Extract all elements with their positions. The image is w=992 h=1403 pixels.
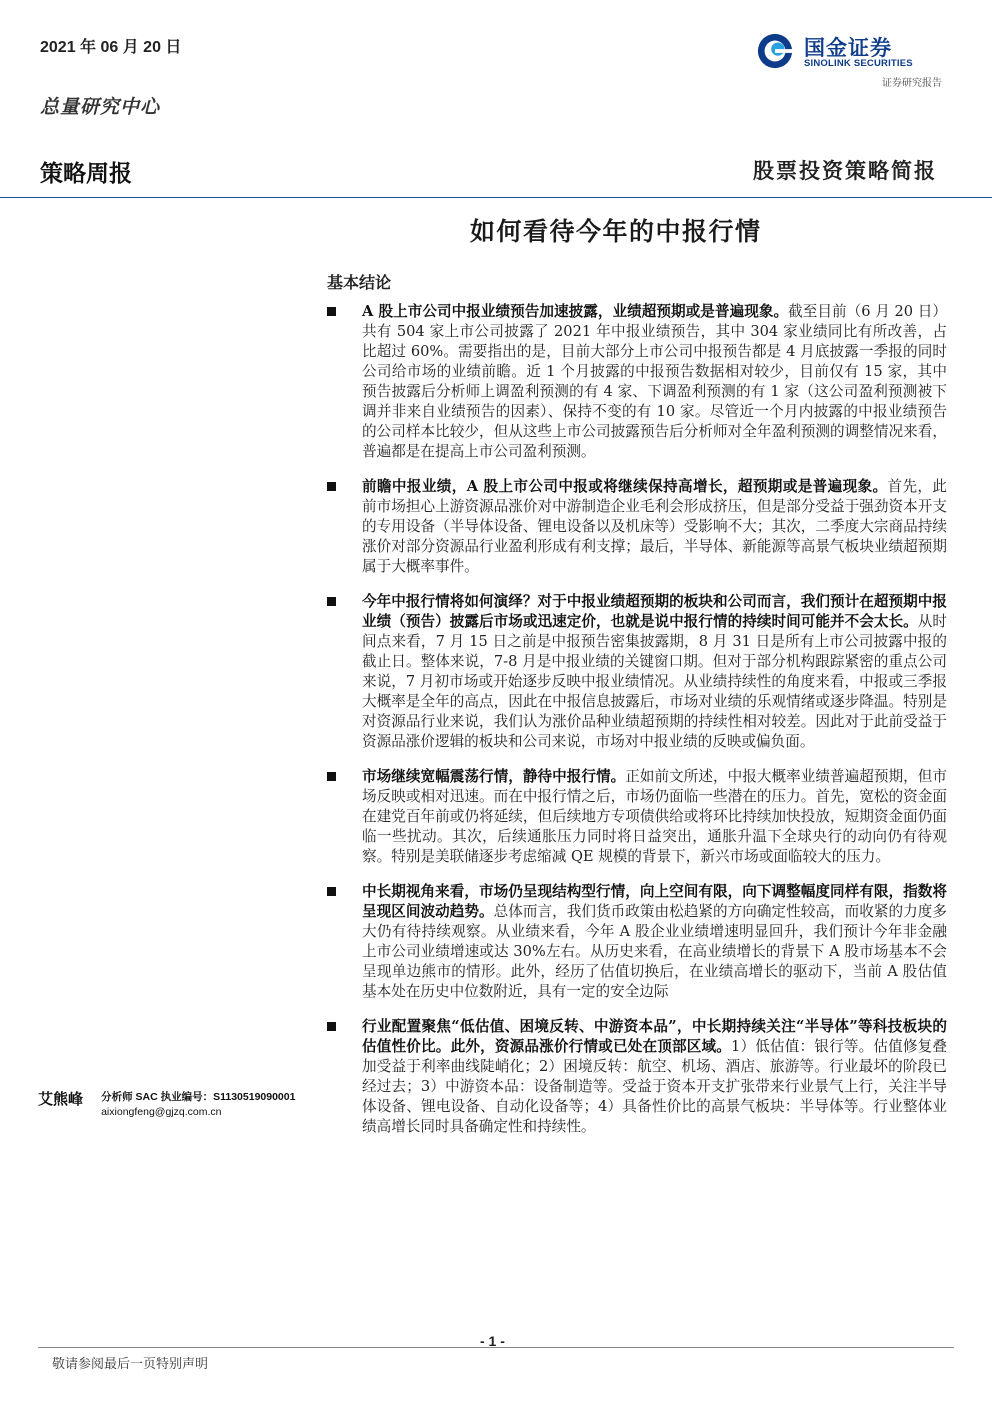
footer-divider	[38, 1347, 954, 1348]
logo-name-en: SINOLINK SECURITIES	[804, 58, 913, 69]
conclusion-item	[327, 302, 947, 462]
conclusion-body: 总体而言，我们货币政策由松趋紧的方向确定性较高，而收紧的力度多大仍有待持续观察。从业绩来看，今年 A 股企业业绩增速明显回升，我们预计今年非金融上市公司业绩增速或达 30%左右。从历史来看，在高业绩增长的背景下 A 股市场基本不会呈现单边熊市的情形。此外，经历了估值切换后，在业绩高增长的驱动下，当前 A 股估值基本处在历史中位数附近，具有一定的安全边际	[362, 903, 947, 1000]
disclaimer-note: 敬请参阅最后一页特别声明	[52, 1357, 209, 1372]
conclusion-item	[327, 477, 947, 577]
conclusion-list	[327, 302, 947, 1152]
department-name: 总量研究中心	[40, 96, 161, 118]
section-title: 基本结论	[327, 273, 392, 292]
square-bullet-icon	[327, 887, 336, 896]
conclusion-body: 从时间点来看，7 月 15 日之前是中报预告密集披露期，8 月 31 日是所有上市公司披露中报的截止日。整体来说，7-8 月是中报业绩的关键窗口期。但对于部分机构跟踪紧密的重点公司来说，7 月初市场或开始逐步反映中报业绩情况。从业绩持续性的角度来看，中报或三季报大概率是全年的高点，因此在中报信息披露后，市场对业绩的乐观情绪或逐步降温。特别是对资源品行业来说，我们认为涨价品种业绩超预期的持续性相对较差。因此对于此前受益于资源品涨价逻辑的板块和公司来说，市场对中报业绩的反映或偏负面。	[362, 613, 947, 750]
analyst-name: 艾熊峰	[38, 1090, 84, 1108]
report-series: 策略周报	[40, 160, 132, 186]
report-type: 股票投资策略简报	[753, 158, 937, 183]
conclusion-headline: 前瞻中报业绩，A 股上市公司中报或将继续保持高增长，超预期或是普遍现象。	[362, 478, 888, 495]
square-bullet-icon	[327, 307, 336, 316]
conclusion-headline: 中长期视角来看，市场仍呈现结构型行情，向上空间有限，向下调整幅度同样有限，指数将呈现区间波动趋势。	[362, 883, 947, 920]
logo-subtitle: 证券研究报告	[882, 78, 942, 89]
conclusion-body: 首先，此前市场担心上游资源品涨价对中游制造企业毛利会形成挤压，但是部分受益于强劲资本开支的专用设备（半导体设备、锂电设备以及机床等）受影响不大；其次，二季度大宗商品持续涨价对部分资源品行业盈利形成有利支撑；最后，半导体、新能源等高景气板块业绩超预期属于大概率事件。	[362, 478, 947, 575]
square-bullet-icon	[327, 772, 336, 781]
conclusion-item	[327, 882, 947, 1002]
analyst-sac-number: S1130519090001	[213, 1091, 296, 1103]
logo-name-cn: 国金证券	[804, 37, 892, 60]
conclusion-item	[327, 592, 947, 752]
conclusion-body: 1）低估值：银行等。估值修复叠加受益于利率曲线陡峭化；2）困境反转：航空、机场、酒店、旅游等。行业最坏的阶段已经过去；3）中游资本品：设备制造等。受益于资本开支扩张带来行业景气上行，关注半导体设备、锂电设备、自动化设备等；4）具备性价比的高景气板块：半导体等。行业整体业绩高增长同时具备确定性和持续性。	[362, 1038, 947, 1135]
square-bullet-icon	[327, 482, 336, 491]
conclusion-headline: A 股上市公司中报业绩预告加速披露，业绩超预期或是普遍现象。	[362, 303, 789, 320]
page-number: - 1 -	[480, 1333, 505, 1349]
company-logo	[752, 28, 952, 90]
conclusion-headline: 行业配置聚焦“低估值、困境反转、中游资本品”，中长期持续关注“半导体”等科技板块的估值性价比。此外，资源品涨价行情或已处在顶部区域。	[362, 1018, 947, 1055]
sinolink-logo-icon	[756, 32, 794, 70]
conclusion-item	[327, 767, 947, 867]
analyst-sac-label: 分析师 SAC 执业编号：	[101, 1091, 214, 1103]
header-divider	[0, 197, 992, 198]
analyst-block	[38, 1088, 318, 1120]
analyst-info	[101, 1090, 295, 1120]
report-title: 如何看待今年的中报行情	[470, 217, 762, 246]
conclusion-headline: 市场继续宽幅震荡行情，静待中报行情。	[362, 768, 626, 785]
analyst-email[interactable]: aixiongfeng@gjzq.com.cn	[101, 1106, 222, 1118]
conclusion-item	[327, 1017, 947, 1137]
conclusion-body: 正如前文所述，中报大概率业绩普遍超预期，但市场反映或相对迅速。而在中报行情之后，市场仍面临一些潜在的压力。首先，宽松的资金面在建党百年前或仍将延续，但后续地方专项债供给或将环比持续加快投放，短期资金面仍面临一些扰动。其次，后续通胀压力同时将日益突出，通胀升温下全球央行的动向仍有待观察。特别是美联储逐步考虑缩减 QE 规模的背景下，新兴市场或面临较大的压力。	[362, 768, 947, 865]
square-bullet-icon	[327, 597, 336, 606]
square-bullet-icon	[327, 1022, 336, 1031]
conclusion-headline: 今年中报行情将如何演绎？对于中报业绩超预期的板块和公司而言，我们预计在超预期中报业绩（预告）披露后市场或迅速定价，也就是说中报行情的持续时间可能并不会太长。	[362, 593, 947, 630]
conclusion-body: 截至目前（6 月 20 日）共有 504 家上市公司披露了 2021 年中报业绩预告，其中 304 家业绩同比有所改善，占比超过 60%。需要指出的是，目前大部分上市公司中报预告都是 4 月底披露一季报的同时公司给市场的业绩前瞻。近 1 个月披露的中报预告数据相对较少，目前仅有 15 家，其中预告披露后分析师上调盈利预测的有 4 家、下调盈利预测的有 1 家（这公司盈利预测被下调并非来自业绩预告的因素）、保持不变的有 10 家。尽管近一个月内披露的中报业绩预告的公司样本比较少，但从这些上市公司披露预告后分析师对全年盈利预测的调整情况来看，普遍都是在提高上市公司盈利预测。	[362, 303, 947, 460]
report-date: 2021 年 06 月 20 日	[40, 39, 182, 56]
